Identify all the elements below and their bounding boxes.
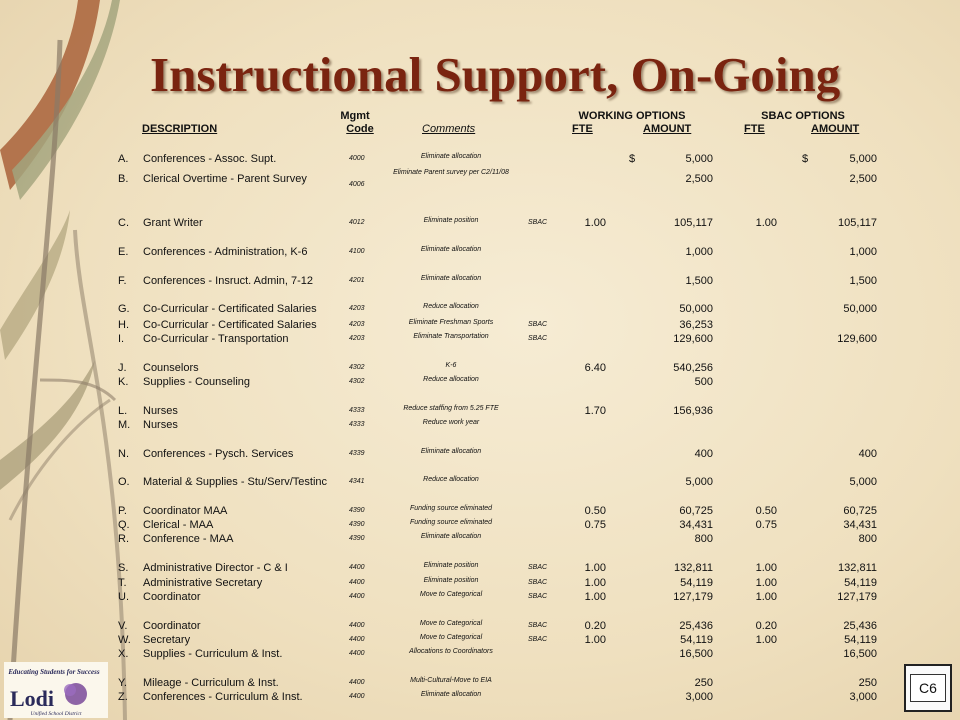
row-sbac-fte: 1.00 — [755, 634, 777, 646]
row-sbac-flag: SBAC — [528, 636, 548, 643]
row-description: Grant Writer — [143, 217, 203, 229]
row-description: Co-Curricular - Transportation — [143, 333, 289, 345]
row-working-fte: 1.00 — [584, 577, 606, 589]
row-description: Conferences - Administration, K-6 — [143, 246, 308, 258]
table-row — [0, 447, 960, 461]
table-row — [0, 504, 960, 518]
row-mgmt-code: 4400 — [349, 693, 365, 700]
table-row — [0, 152, 960, 166]
row-sbac-amount: 105,117 — [838, 217, 877, 229]
row-mgmt-code: 4012 — [349, 219, 365, 226]
row-comment: Eliminate allocation — [420, 246, 482, 253]
table-row — [0, 561, 960, 575]
comments-header: Comments — [422, 123, 476, 135]
row-mgmt-code: 4339 — [349, 450, 365, 457]
row-mgmt-code: 4203 — [349, 321, 365, 328]
row-sbac-amount: 800 — [858, 533, 877, 545]
description-header: DESCRIPTION — [142, 123, 218, 135]
row-description: Administrative Director - C & I — [143, 562, 288, 574]
row-mgmt-code: 4333 — [349, 407, 365, 414]
row-working-amount: 1,000 — [685, 246, 713, 258]
row-sbac-fte: 0.20 — [755, 620, 777, 632]
row-letter: G. — [118, 303, 130, 315]
row-letter: R. — [118, 533, 129, 545]
row-sbac-amount: 3,000 — [849, 691, 877, 703]
logo-district: Unified School District — [30, 711, 82, 717]
row-sbac-dollar: $ — [802, 153, 809, 165]
row-comment: Move to Categorical — [419, 591, 483, 598]
table-row — [0, 518, 960, 532]
row-comment: Eliminate position — [423, 217, 479, 224]
row-sbac-amount: 250 — [858, 677, 877, 689]
row-letter: N. — [118, 448, 129, 460]
row-description: Coordinator — [143, 591, 201, 603]
row-mgmt-code: 4390 — [349, 521, 365, 528]
row-comment: Eliminate position — [423, 577, 479, 584]
row-sbac-amount: 34,431 — [843, 519, 877, 531]
mgmt-header-line1: Mgmt — [340, 110, 370, 122]
row-sbac-fte: 1.00 — [755, 591, 777, 603]
row-comment: Multi-Cultural-Move to EIA — [410, 677, 492, 684]
row-comment: Reduce allocation — [423, 303, 479, 310]
table-row — [0, 216, 960, 230]
row-working-fte: 0.50 — [584, 505, 606, 517]
row-mgmt-code: 4400 — [349, 564, 365, 571]
row-sbac-fte: 1.00 — [755, 577, 777, 589]
row-sbac-amount: 129,600 — [837, 333, 877, 345]
row-sbac-flag: SBAC — [528, 579, 548, 586]
table-row — [0, 318, 960, 332]
row-description: Conferences - Assoc. Supt. — [143, 153, 277, 165]
row-comment: Reduce staffing from 5.25 FTE — [403, 405, 499, 412]
row-sbac-amount: 25,436 — [843, 620, 877, 632]
row-sbac-amount: 16,500 — [843, 648, 877, 660]
row-mgmt-code: 4302 — [349, 378, 365, 385]
table-row — [0, 302, 960, 316]
row-letter: Q. — [118, 519, 130, 531]
row-working-fte: 1.00 — [584, 591, 606, 603]
row-description: Nurses — [143, 419, 178, 431]
row-comment: Reduce allocation — [423, 476, 479, 483]
row-sbac-amount: 60,725 — [843, 505, 877, 517]
row-comment: K-6 — [445, 362, 457, 369]
row-description: Coordinator — [143, 620, 201, 632]
row-letter: T. — [118, 577, 127, 589]
table-row — [0, 375, 960, 389]
row-letter: K. — [118, 376, 129, 388]
row-working-amount: 250 — [694, 677, 713, 689]
table-row — [0, 245, 960, 259]
row-working-amount: 3,000 — [685, 691, 713, 703]
row-mgmt-code: 4400 — [349, 650, 365, 657]
row-sbac-amount: 1,500 — [849, 275, 877, 287]
row-description: Conference - MAA — [143, 533, 234, 545]
row-sbac-amount: 5,000 — [849, 476, 877, 488]
row-working-amount: 132,811 — [674, 562, 713, 574]
row-working-amount: 36,253 — [679, 319, 713, 331]
row-mgmt-code: 4400 — [349, 636, 365, 643]
row-working-amount: 60,725 — [679, 505, 713, 517]
row-letter: I. — [118, 333, 125, 345]
row-mgmt-code: 4100 — [349, 248, 365, 255]
table-row — [0, 332, 960, 346]
row-sbac-amount: 50,000 — [843, 303, 877, 315]
row-letter: X. — [118, 648, 129, 660]
working-fte-header: FTE — [572, 123, 593, 135]
slide-page-label: C6 — [910, 674, 946, 702]
table-row — [0, 619, 960, 633]
row-description: Clerical Overtime - Parent Survey — [143, 173, 307, 185]
row-working-amount: 5,000 — [685, 476, 713, 488]
row-description: Supplies - Counseling — [143, 376, 251, 388]
row-sbac-flag: SBAC — [528, 593, 548, 600]
row-working-amount: 16,500 — [679, 648, 713, 660]
table-row — [0, 690, 960, 704]
logo-tagline: Educating Students for Success — [8, 668, 100, 676]
row-mgmt-code: 4341 — [349, 478, 365, 485]
row-mgmt-code: 4390 — [349, 507, 365, 514]
row-letter: C. — [118, 217, 129, 229]
row-working-amount: 156,936 — [673, 405, 713, 417]
table-row — [0, 418, 960, 432]
row-letter: P. — [118, 505, 127, 517]
row-letter: W. — [118, 634, 131, 646]
row-working-fte: 1.00 — [584, 217, 606, 229]
row-sbac-amount: 132,811 — [838, 562, 877, 574]
row-working-amount: 50,000 — [679, 303, 713, 315]
row-working-fte: 6.40 — [584, 362, 606, 374]
table-row — [0, 274, 960, 288]
row-description: Co-Curricular - Certificated Salaries — [143, 303, 317, 315]
working-options-header: WORKING OPTIONS — [578, 110, 686, 122]
row-comment: Eliminate allocation — [420, 275, 482, 282]
row-description: Nurses — [143, 405, 178, 417]
row-description: Secretary — [143, 634, 191, 646]
row-letter: S. — [118, 562, 129, 574]
row-working-fte: 0.20 — [584, 620, 606, 632]
row-comment: Eliminate position — [423, 562, 479, 569]
row-working-fte: 1.00 — [584, 634, 606, 646]
row-letter: F. — [118, 275, 127, 287]
row-mgmt-code: 4400 — [349, 679, 365, 686]
row-sbac-amount: 2,500 — [849, 173, 877, 185]
lodi-usd-logo — [4, 662, 108, 718]
row-working-amount: 129,600 — [673, 333, 713, 345]
row-comment: Move to Categorical — [419, 634, 483, 641]
row-comment: Reduce allocation — [423, 376, 479, 383]
logo-name: Lodi — [10, 686, 55, 711]
row-description: Conferences - Pysch. Services — [143, 448, 294, 460]
row-mgmt-code: 4400 — [349, 622, 365, 629]
row-working-amount: 127,179 — [673, 591, 713, 603]
row-working-amount: 400 — [694, 448, 713, 460]
row-sbac-amount: 54,119 — [844, 634, 877, 646]
row-comment: Reduce work year — [422, 419, 480, 426]
row-description: Supplies - Curriculum & Inst. — [143, 648, 283, 660]
row-mgmt-code: 4333 — [349, 421, 365, 428]
table-row — [0, 404, 960, 418]
row-letter: A. — [118, 153, 129, 165]
table-row — [0, 169, 960, 188]
row-sbac-amount: 400 — [858, 448, 877, 460]
table-row — [0, 633, 960, 647]
table-row — [0, 576, 960, 590]
row-letter: M. — [118, 419, 131, 431]
row-mgmt-code: 4400 — [349, 593, 365, 600]
row-working-amount: 2,500 — [685, 173, 713, 185]
row-letter: B. — [118, 173, 129, 185]
row-comment: Eliminate Parent survey per C2/11/08 — [393, 169, 509, 176]
row-sbac-amount: 54,119 — [844, 577, 877, 589]
row-description: Mileage - Curriculum & Inst. — [143, 677, 279, 689]
row-sbac-amount: 1,000 — [849, 246, 877, 258]
row-sbac-fte: 1.00 — [755, 217, 777, 229]
row-comment: Eliminate allocation — [420, 153, 482, 160]
row-comment: Allocations to Coordinators — [409, 648, 493, 655]
row-comment: Eliminate allocation — [420, 533, 482, 540]
row-description: Administrative Secretary — [143, 577, 263, 589]
row-working-fte: 1.70 — [584, 405, 606, 417]
row-mgmt-code: 4302 — [349, 364, 365, 371]
row-sbac-fte: 0.75 — [755, 519, 777, 531]
row-letter: J. — [118, 362, 127, 374]
row-description: Co-Curricular - Certificated Salaries — [143, 319, 317, 331]
row-mgmt-code: 4201 — [349, 277, 365, 284]
table-row — [0, 361, 960, 375]
row-letter: L. — [118, 405, 128, 417]
row-working-amount: 1,500 — [685, 275, 713, 287]
row-sbac-amount: 5,000 — [849, 153, 877, 165]
row-working-dollar: $ — [629, 153, 636, 165]
row-working-amount: 25,436 — [679, 620, 713, 632]
row-sbac-fte: 0.50 — [755, 505, 777, 517]
slide-page-button[interactable] — [904, 664, 952, 712]
row-sbac-flag: SBAC — [528, 564, 548, 571]
table-row — [0, 532, 960, 546]
row-description: Conferences - Insruct. Admin, 7-12 — [143, 275, 313, 287]
row-letter: Z. — [118, 691, 128, 703]
row-mgmt-code: 4203 — [349, 305, 365, 312]
row-working-fte: 1.00 — [584, 562, 606, 574]
row-working-amount: 54,119 — [680, 577, 713, 589]
sbac-amount-header: AMOUNT — [811, 123, 860, 135]
row-sbac-amount: 127,179 — [837, 591, 877, 603]
row-letter: V. — [118, 620, 128, 632]
page-title: Instructional Support, On-Going — [150, 47, 841, 102]
table-row — [0, 676, 960, 690]
row-working-amount: 34,431 — [679, 519, 713, 531]
row-comment: Eliminate Transportation — [413, 333, 489, 340]
row-mgmt-code: 4400 — [349, 579, 365, 586]
row-letter: O. — [118, 476, 130, 488]
row-letter: E. — [118, 246, 129, 258]
row-working-amount: 800 — [694, 533, 713, 545]
row-sbac-flag: SBAC — [528, 335, 548, 342]
row-letter: H. — [118, 319, 129, 331]
row-mgmt-code: 4203 — [349, 335, 365, 342]
row-description: Conferences - Curriculum & Inst. — [143, 691, 303, 703]
row-description: Counselors — [143, 362, 199, 374]
row-comment: Move to Categorical — [419, 620, 483, 627]
row-sbac-fte: 1.00 — [755, 562, 777, 574]
row-comment: Funding source eliminated — [409, 505, 493, 512]
row-sbac-flag: SBAC — [528, 622, 548, 629]
working-amount-header: AMOUNT — [643, 123, 692, 135]
row-sbac-flag: SBAC — [528, 321, 548, 328]
row-mgmt-code: 4006 — [349, 181, 365, 188]
sbac-options-header: SBAC OPTIONS — [761, 110, 845, 122]
row-comment: Funding source eliminated — [409, 519, 493, 526]
row-letter: Y. — [118, 677, 127, 689]
row-working-amount: 540,256 — [673, 362, 713, 374]
sbac-fte-header: FTE — [744, 123, 765, 135]
row-comment: Eliminate allocation — [420, 691, 482, 698]
row-mgmt-code: 4390 — [349, 535, 365, 542]
row-working-fte: 0.75 — [584, 519, 606, 531]
row-mgmt-code: 4000 — [349, 155, 365, 162]
row-working-amount: 500 — [694, 376, 713, 388]
row-sbac-flag: SBAC — [528, 219, 548, 226]
row-description: Material & Supplies - Stu/Serv/Testinc — [143, 476, 328, 488]
table-row — [0, 475, 960, 489]
row-working-amount: 5,000 — [685, 153, 713, 165]
row-description: Clerical - MAA — [143, 519, 214, 531]
table-row — [0, 590, 960, 604]
table-row — [0, 647, 960, 661]
code-header: Code — [346, 123, 374, 135]
row-letter: U. — [118, 591, 129, 603]
plant-decoration — [0, 0, 160, 720]
row-description: Coordinator MAA — [143, 505, 228, 517]
row-comment: Eliminate Freshman Sports — [408, 319, 494, 326]
row-comment: Eliminate allocation — [420, 448, 482, 455]
row-working-amount: 105,117 — [674, 217, 713, 229]
row-working-amount: 54,119 — [680, 634, 713, 646]
